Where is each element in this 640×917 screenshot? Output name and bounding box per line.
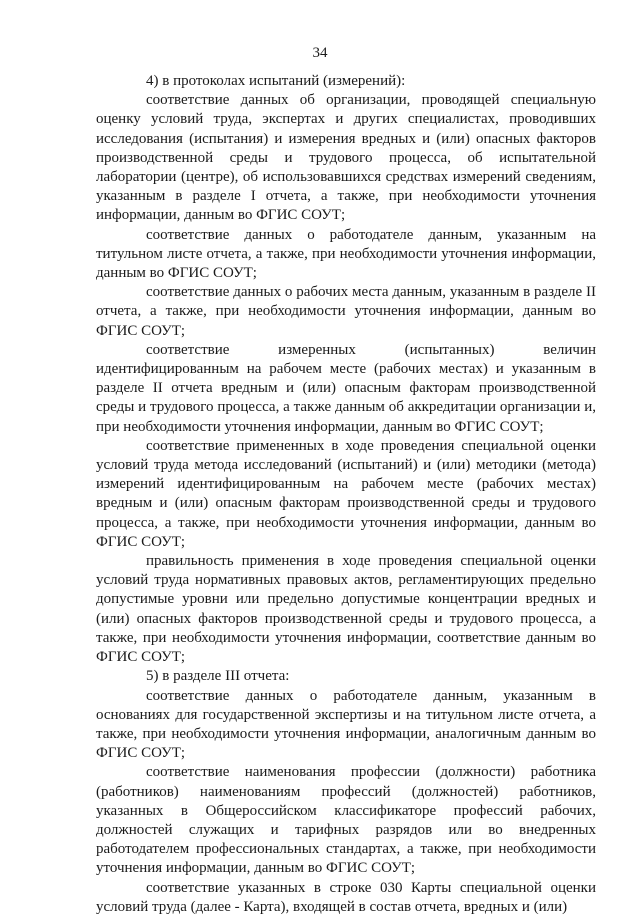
paragraph: соответствие измеренных (испытанных) величин идентифицированным на рабочем месте (рабочих местах) и указанным в разделе II отчета вредным и (или) опасным факторам производственной среды и трудового процесса, а также данным об аккредитации организации и, при необходимости уточнения информации, данным во ФГИС СОУТ; — [96, 341, 596, 435]
list-item-4-heading: 4) в протоколах испытаний (измерений): — [146, 73, 406, 89]
paragraph: соответствие данных о работодателе данным, указанным на титульном листе отчета, а также, при необходимости уточнения информации, данным во ФГИС СОУТ; — [96, 226, 596, 282]
page-number: 34 — [312, 45, 328, 61]
paragraph: соответствие данных о рабочих места данным, указанным в разделе II отчета, а также, при необходимости уточнения информации, данным во ФГИС СОУТ; — [96, 284, 596, 339]
paragraph: соответствие наименования профессии (должности) работника (работников) наименованиям профессий (должностей) работников, указанных в Общероссийском классификаторе профессий рабочих, должностей служащих и тарифных разрядов или во внедренных работодателем профессиональных стандартах, а также, при необходимости уточнения информации, данным во ФГИС СОУТ; — [96, 764, 596, 877]
paragraph: соответствие данных об организации, проводящей специальную оценку условий труда, экспертах и других специалистах, проводивших исследования (испытания) и измерения вредных и (или) опасных факторов производственной среды и трудового процесса, об испытательной лаборатории (центре), об использовавшихся средствах измерений сведениям, указанным в разделе I отчета, а также, при необходимости уточнения информации, данным во ФГИС СОУТ; — [96, 92, 596, 224]
paragraph: соответствие указанных в строке 030 Карты специальной оценки условий труда (далее - Карта), входящей в состав отчета, вредных и (или) — [96, 879, 596, 915]
body-text — [96, 72, 596, 917]
paragraph: соответствие данных о работодателе данным, указанным в основаниях для государственной экспертизы и на титульном листе отчета, а также, при необходимости уточнения информации, аналогичным данным во ФГИС СОУТ; — [96, 687, 596, 762]
paragraph: правильность применения в ходе проведения специальной оценки условий труда нормативных правовых актов, регламентирующих предельно допустимые уровни или предельно допустимые концентрации вредных и (или) опасных факторов производственной среды и трудового процесса, а также, при необходимости уточнения информации, соответствие данным во ФГИС СОУТ; — [96, 553, 596, 666]
paragraph: соответствие примененных в ходе проведения специальной оценки условий труда метода исследований (испытаний) и (или) методики (метода) измерений идентифицированным на рабочем месте (рабочих местах) вредным и (или) опасным факторам производственной среды и трудового процесса, а также, при необходимости уточнения информации, данным во ФГИС СОУТ; — [96, 437, 596, 550]
list-item-5-heading: 5) в разделе III отчета: — [146, 668, 290, 685]
